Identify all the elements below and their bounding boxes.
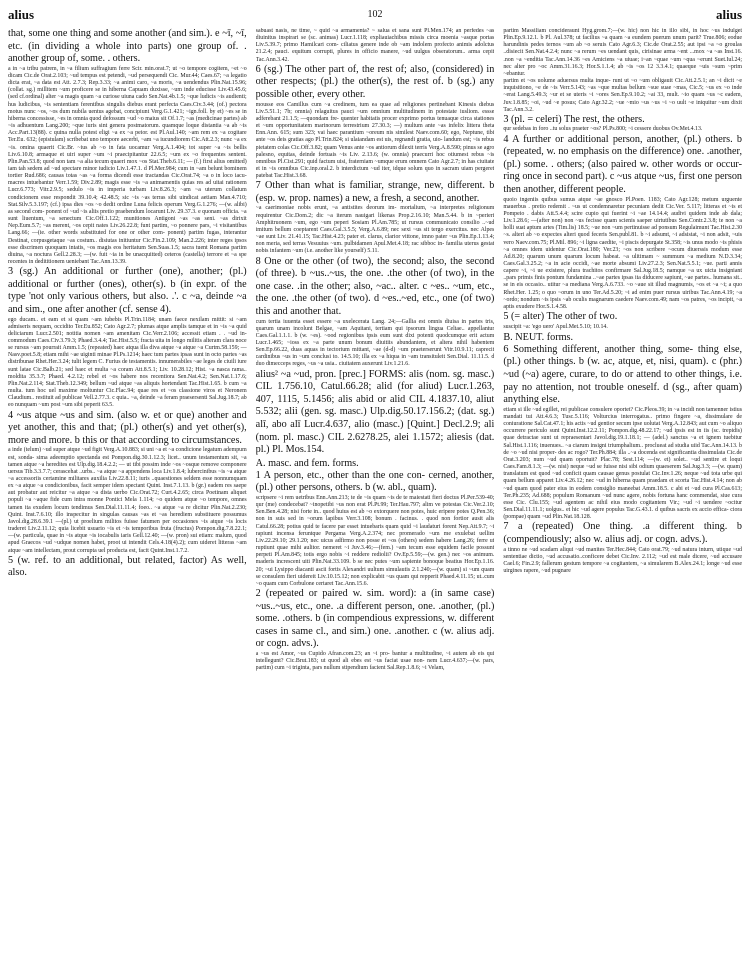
citations: a in ~a tribu patrem, in ~a filium suffragium ferre Scir. min.orat.7; ut ~o tempore cogitem, ~et ~o dicam Cic.de Orat.2.103; ~ud tempus est petendi, ~ud persequendi Cic. Mur.44; Caes.67; ~a legatio dicta erat, ~a data est Att. 2.7.3; Rep.3.33; ~a animi caro, ~a moris, ~a uendendus Plin.Nat.15.96; (collat. sg.) millitem ~um proficere se in hiberna Capuam duxisse, ~um inde educisse Liv.43.45.6; (sed cf.ordinal) alter ~a magis quam ~a curiose uiuna cado Sen.Nat.4b.1.5; ~que ludicis ~is audienti; hus ludicibus, ~is sententiam ferentibus singulis diebus erant perfecta Caes.Civ.3.44; (of.) pectora motus nunc ~os, ~os dum nubila uentus agebat, concipiunt Verg.G.1.421; ~ign.foll. by et) ~es se in hiberna concessisse, ~es in omnia quod defossum ~ud ~o maius sit Of.1.7; ~as (medicinae partes) ab ~is adhuentum Lang.200; ~que iuris sint genera postmatorum. quamque loque distantia ~a ab ~is Acc.Part.13(88). c quina nulla potest eligi ~a ex ~a peior. est Pl.Aul.140; ~am rem ex ~a cogitare Ter.Eu. 632; (epistulam) scribebat uno tempore aecerbi, ~am ~a iucundiorem Cic.Att.2.3; nunc ~a ex ~is. omina quaerit Cic.Br. ~ius ab ~o in fata uocamur Verg.A.1.404; tot super ~a ~is bellis Liv.6.10.8; armaque et uiri super ~um ~i praecipitantur 22.6.5; ~um ex ~o frequentes sentent. Plin.Pan.53.8; quod non tam ~a alia tecum quaeri mox ~os Stat.Theb.6.11; — (f.) first alius omitted) iam tah sedem ad ~ud spectare minor iudicio Liv.1.47.1. d Pl.Mer.984; cum in ~am belunt bominem tortier Rud.686; causas totas ~as ~a forma dicendi esse tractandas Cic.Orat.74; ~a o in loco iacu- macres intuebantur Verr.1.59; Div.2.89; magis esse ~is ~a animamentis quias res ad uitai rationem Lucr.6.773; Vitr.2.9.5; sedulo ~is in imperia turbam Liv.8.26.3; ~am ~a uterum collatum condicionem esse respondit 39.10.4; 42.48.5; sic ~is ~as terras sibi uindicat aetiam Man.4.710; Stat.Silv.5.3.197; (cf.) ipsa dies ~os ~o dedit ordine Luna felicis operum Verg.G.1.276; —(w. alibi) as second com- ponent of ~ud ~is aliis pretio praebendum locarunt Liv. 29.37.3. e quonam officia. ~a sunt liuentum, ~a senectum Cic.Off.1.122; munitiones Antigoni ~as ~as seni. ~as dirixit Nep.Eum.5.7; ~as merent, ~os cepit nates Liv.26.22.8; funt partim, ~o ponnere pars, ~i visitantibus Lang.66; —(ie. other words substituted for one or other com- ponent) partim fugas, interantur Destinat, corpusgetaque ~as costum.. disiutas initiuntur Cic.Fin.2.109; Man.2.226; inter reges ipsos esse discrimen quoquam intatis, ~os magis eos heritatum Sen.Suas.1.5; sacra tuent Romana partim diuina, ~a noctura Gell.2.28.3; —(w. fuit ~ia in be unacquitted) ceteros (castella) terrore et ~a spe recentes in dedititionem ueniebant Tac.Ann.13.39. [8, 65, 247, 265]
citations-3: ego ducam.. et eam et si quam ~am iubebis Pl.Trin.1184; unam faece nexilam mittit: si ~am admiseris nequam, occidito Ter.Eu.852; Cato Agr.2.7; plumas atque amplis tamque et in ~is ~a quid deliciarum Lucr.2.501; notitia nomen ~am amenitam Cic.Verr.2.106; accessit etiam . . ~ud in- commodum Caes.Civ.3.79.3; Phaed.3.4.4; Tac.Hist.5.5; fracta uita in longo militis alteram clara noce se rursus ~am pourrait Amm.1.5; (repeated) haec atqua illa diva atque ~a atque ~a Curtm.58.159; —Nasv.poet.5.8; etiam mihi ~ae uiginti minae Pl.Ps.1214; haec tum partes ipsas sunt in octo partes ~as distribunae Rhet.Her.3.24; tulit legem C. Furius de testamentis. innumerabiles ~ae leges de ciuili iure sunt latae Cic.Balb.21; sed haec et multa ~a coram Att.8.5.1; Liv. 10.28.12; Hist. ~a nasca rama.. moldita 35.3.7; Phaed. 4.2.12; rebel et ~os habere nos recentiora Sen.Nat.4.2; Sen.Nat.1.17.6; Plin.Nat.2.114; Stat.Theb.12.349; bellum ~ud atque ~as aliquis hortendant Tac.Hist.1.65. b cum ~a multa. tum hoc uel maxime moltuntur Cic.Flac.94; quae res et ~os classione viros et Neronem Claudium.. restituit ad publicae Vell.2.77.3. c quia.. ~a, deinde ~a feram praesersenti Sal.Jug.18.7; ab eo nunquam ~um post ~um sibi peperit 63.5. [8, 316, 247, 409]
sense-4: 4 ~us atque ~us and sim. (also w. et or que) another and yet another, this and that; (pl.) other(s) and yet other(s), more and more. b this or that according to circumstances. [8, 409, 247, 446]
sense-6-something: 6 Something different, another thing, some- thing else, (pl.) other things. b (w. ac, atque, et, nisi, quam). c (phr.) ~ud (~a) agere, curare, to do or attend to other things, i.e. pay no attention, not trouble oneself. d (sg., after quam) anything else. [503, 343, 742, 406]
section-heading-a: A. masc. and fem. forms. [255, 457, 359, 469]
sense-4-further: 4 A further or additional person, another, (pl.) others. b (repeated, w. no emphasis on the difference) one. .another, (pl.) some. . others; (also paired w. other words or occur- ring once in second part). c ~us atque ~us, first one person then another, different people. [503, 133, 742, 195]
page-header [8, 6, 742, 24]
sense-text: that, some one thing and some another (and sim.). e ~ī, ~ī, etc. (in dividing a whole into parts) one group of. . another group of, some. . others. [8, 28, 247, 65]
sense-5-other: 5 (= alter) The other of two. [503, 311, 618, 323]
section-heading-b: B. NEUT. forms. [503, 331, 574, 343]
sense-3-rest: 3 (pl. = celeri) The rest, the others. [503, 113, 645, 125]
citations-3-rest: qur sedebas in foro ..tu solus praeter ~os? Pl.Ps.800; ~i cessere duobus Ov.Met.4.13. [503, 126, 703, 133]
citations-7-one-thing: a tinno ne ~ud scadarn aliqui ~ud manites Ter.Hec.844; Cato orat.79; ~ud natura inturn, utique ~ud sententiae dictio, ~ud accusatio..conficere debet Cic.Inv. 2.112; ~ud est male dicere, ~ud accusare Cael.6; Fin.2.9; fallerum gestum tempore ~a cogitantem, ~a simularem B.Alex.24.1; longe ~ud esse uirgines rapere, ~ud pugnare [503, 546, 742, 574]
sense-5: 5 (w. ref. to an additional, but related, factor) As well, also. [8, 554, 247, 579]
sense-3: 3 (sg.) An additional or further (one), another; (pl.) additional or further (ones), other(s). b (in expr. of the type 'not only various others, but also. .'. c ~a, deinde ~a and sim., one after another (cf. sense 4). [8, 266, 247, 315]
citations-cont-3b: partim et ~os uolume aduersus multa inque- runt ut ~o ~um obligauit Cic.Att.2.5.1; an ~i dicit ~e inquisitiono, ~e de ~is Verr.5.143; ~as ~que multas bellum ~sue suae ~mas, Cic.5; ~us ex ~o inde ~erat Lang.5.49.3; ~ur et se uteris ~i ~ores Sen.Ep.9.10.2; ~ai 33, mult. ~io quam ~us ~c eadem, Juv.1.8.85; ~oi, ~ud ~e posus; Cato Agr.32.2; ~ue ~mio ~us ~us ~i ~o uult ~e iniquitur ~um dixit Tac.Ann.3.2. [503, 78, 742, 113]
citations-2-repeated: a ~us est Amor, ~us Cupido Afran.com.23; an ~i pro- bantur a multitudine, ~i autem ab eis qui intellegunt? Cic.Brut.183; ut quod ali ebes est ~us faciat usae non- nem Lucr.4.637;—(w. pars, partim) cum ~i triginta, pars nullum stipendium facient Sal.Rep.1.8.6; ~i Velam, [255, 650, 495, 672]
sense-8: 8 One or the other (of two), the second; also, the second (of three). b ~us..~us, the one. .the other (of two), in the one case. .in the other; also, ~ac.. alter. c ~es.. ~um, etc., the one. .the other (of two). d ~es..~ed, etc., one (of two) this and another that. [255, 255, 495, 317]
right-running-head: alius [715, 7, 742, 22]
citations-5-other: suscipit ~a: 'ego uero' Apul.Met.5.10; 10.14. [503, 323, 608, 330]
page-number: 102 [367, 9, 383, 20]
citations-8: cum tertia iuuenta esset essere ~a uxelecerata Lang. 24;—Gallia est omnis diuisa in partes tris, quarum unam incolunt Belgae, ~am Aquitani, tertiam qui ipsorum lingua Celtae.. appellantur Caes.Gal.1.1.1. b (w. ~es). ~ood regionibus ipsis eum sunt dixi potenti quodcumque erit actum Lucr.1.465; ~ioss ex ~a parte unum bonum diuitiis abundantem, et altera nihil habentem Sen.Ep.66.22, duas aquas in tectorium mittant, ~ae (d-d) ~um praeterserunt Vitr.10.9.11; caprecit cardinibus ~us in ~um conclusi to. 14.5.10; illa ex ~a hiqua in ~am transituleit Sen.Dial. 11.11.5. d duo dimecceps reges, ~us ~a usia.. ciuitatem auxerunt Liv.1.21.6. [255, 318, 495, 368]
column-2 [256, 28, 495, 956]
citations-cont: sabuast nasis, ne time, ~ quid ~a armamenta? ~ salua et sana sunt Pl.Men.174; an perfedes ~as diuinitus inspirari se (sc. animas) Lucr.1.118; expliauiachibus missis circa moenia ~asque portas Liv.5.39.7; primo Hamilcari com- ciliatus genere inde ob ~am indolem profecto animis adolctus 21.2.4; pauci. equitum corrupti, plures in officio manere, ~ud uulgus obseratorum.. arma cepit Tac.Ann.3.42. [255, 28, 495, 63]
text-columns [8, 28, 742, 956]
column-1 [8, 28, 247, 956]
column-3 [503, 28, 742, 956]
entry-alius-2: alius² ~a ~ud, pron. [prec.] FORMS: alis (nom. sg. masc.) CIL 1.756.10, Catul.66.28; alid (for aliud) Lucr.1.263, 407, 1115, 5.1456; alis abid or alid CIL 4.1837.10, aliut 5.532; alii (gen. sg. masc.) Ulp.dig.50.17.156.2; (dat. sg.) alī, abo alī Lucr.4.637, alio (masc.) [Quint.] Decl.2.9; ali (nom. pl. masc.) CIL 2.6278.25, alei 1.1572; aliesis (dat. pl.) Pl. Mos.154. [255, 368, 495, 456]
sense-6: 6 (sg.) The other part of, the rest of; also, (considered) in other respects; (pl.) the other(s), the rest of. b (sg.) any possible other, every other. [255, 63, 495, 100]
citations-cont-3: partim Massiliam concideraunt Hyg.grom.7;—(w. hic) non hic in illo sibi, in hoc ~us indulget Plin.Ep.9.12.1. b Pl. Aul.378; ut facilius ~a quam ~a eundem puerum unum parit? True.806; eodue harundinis pedes ternos ~um ab ~o seruis Cato Agr.6.3; Cic.de Orat.2.55; aut ipsi ~a ~o groulas ..disiecit Sen.Nat.4.2.4; nunc ~a rerum ~es uendant quis, cirisinae arma ~ent ...mox ~a ~as Inst.16. .non ~a ~enditia Tac.Ann.14.36 ~es Amiciens ~a uiuae; i~an ~quae ~um ~qua ~erunt Suet.Iul.24; nec alter pro ~oc Amm.31.16.3; Hor.S.1.1.4; ab ~is ~os 12 3.3.4.1; quaeque ~uis ~sum ~prim ~ebantur. [503, 28, 742, 77]
left-running-head: alius [8, 7, 35, 22]
citations-6-something: etiam si ille ~ud egillet, rei publicae consulere oportet? Cic.Pleos.39; in ~a incidi non tamenner istius mandati tui Att.4.6.3; Tusc.5.116; Volturcius interrogatus.. primo fingere ~a, dissimulare de coniuratione Sal.Cat.47.1; his actis ~ud gentior secum ipse uolutat Verg.A.12.843; aut cum ~o aliquo occurrere periculo sunt Quint.Inst.12.2.11; Pompon.dig.48.22.17; ~ud ipsis est in iis (sc. trepidis) quae detractae sunt ut repraesentari Javol.dig.19.1.18.1; — (adel.) sanctus ~a et ignem tuebitur Sal.Hist.1.116; inuenues.. ~a ciarum insigni triumphalium.. proclueat ad studia uiid Tac.Ann.14.13. b de ~o ~ud nisi proper- des ac rogo? Ter.Ph.884; illa ..~a docenda est significantia dissimulata Cic.de Orat.3.203; num ~ud quam oportuit? Plac.78; Sest.114; —(w. et) solet.. ~ud sentire et loqui Caes.Fam.8.1.3; —(w. nisi) neque ~ud se fuisse nisi sibi odium quaeserem Sal.Jug.3.3; —(w. quam) translatum est quod ~ud conficit quam causae genus postulat Cic.Inv.1.26; neque ~ud tota urbe qui quam bellum apparet Liv.4.26.12; nec ~ud in hiberna quam praedam et scorta Tac.Hist.4.14; non ab ~ud quam quod pater eius in eodem consiglio maneebat Amm.18.5. c abi et ~ud cura Pl.Cas.613; Ter.Ph.235; Ad.688; populum Romanum ~ud nunc agere, nobis fortuna hanc commendat, siue cura esse Cic. Clu.155; ~ud agentem ac nihil eius modo cogitantem Vir.; ~ud ~i uendere ~ocitur Sen.Dial.11.11.1; uolgus.. et hic ~ud agere populus Tac.G.43.1. d quibus sacris ex accio effica- ciora (pompae) quam ~ud Plin.Nat.18.128. [503, 406, 742, 521]
citations-7: ~a caerimoniae nobis erunt, ~a antistites deorum im- mortalium, ~a interpretes religionum requirentur Cic.Dom.2; dic ~a iterum nauigari likenas Prop.2.16.10; Man.5.44. b in ~perieri Amphitruonem ~um, ego ~um peperi Sosiam Pl.Am.785; ut rursus communicato consilio ..~ud imitum bellum coeptarent Caes.Gal.3.5.5; Verg.A.6.89; nec sexi ~us sit tergo exercitus. nec Alpes ~ae sunt Liv. 21.41.15; Tac.Hist.4.23; pater et. clarus, clarior vittone, imno pater ~us Plin.Ep.1.13.4; non meria, sed terras Vesuuius ~um. pulbidamen Apul.Met.4.18; rac sibboc in- familia uterus gestat nobis infantem ~um (i.e. another like yourself) 5.11. [255, 205, 495, 255]
sense-2-repeated: 2 (repeated or paired w. sim. word): a (in same case) ~us..~us, etc., one. .a different person, one. .another, (pl.) some. .others. b (in compendious expressions, w. different cases in same cl., and sim.) one. .another. c (w. alius adj. or cogn. advs.). [255, 588, 495, 650]
sense-1-person: 1 A person, etc., other than the one con- cerned, another, (pl.) other persons, others. b (w. abl., quam). [255, 469, 495, 494]
citations-6: mousse eos Camillus cum ~a credinem, tum ea quae ad religiones pertinebant Kinesis diebus Liv.5.51.1; 7b; omnia) relaguitus pauci ~um omnium multitudinem in potestate iusliom. essse adferebant 21.1.5; —quondam fre- quenter habitatis procer exprimo portus tenuaque circa stationes et ~um opportunitatem marinorum terrestrium 27.30.3; —) multum ante ~as infelix littera theta Enn.Ann. 615; sum 323; vai haec parantium ~oreum nis similest Naev.com.60; ego, Neptune, tibi ante ~os deis gratias ago Pl.Trin.824; si ulaiandam est uis, regnandi gratia, uio- landum est; ~is rebus pietatem colas Cic.Off.3.82; quam Venus ante ~os antiorum dilexit terris Verg.A.8.590; pinus se agro palesno, equitas, deinde fortuais ~is Liv. 2.13.6; (w. omnia) praecurri hoc otiumest rebus ~is omnibus Pl.Cist.291; quid factum uisi, fraterniam ~umque erum omnem Cato Agr.2.7; in has ciuitate et in ~is omnibus Cic.inp.oral.2. b interdictum ~ud iter, idque solum quo in sacram uiam pergeret patebat Tac.Hist.3.68. [255, 101, 495, 180]
citations-1-person: scripsere ~i rem uetribus Enn.Ann.213; te de ~is quam ~is de te maiestati fieri doctus Pl.Per.539-40; qur (me) condecebat? ~inopetibi ~us non erat Pl.Pt.99; Ter.Hau.797; alim ve potestas Cic.Ver.2.10; Sen.Ben.4.28; nisi forte in.. quod huius est ab ~o extorquere non potes, huic eripere potes Q.Pen.36; non in suis sed in ~orum lapibus Verr.3.108; bonum . facinus. . quod non fortior ausit alis Catul.66.28; potius quid te facere par esset intuebaris quam quid ~i laudaturi forent Nep.Att.9.7; ~i rapiunt incensa feruntque Pergama Verg.A.2.374; nec promerado ~um me exulebat uellim Liv.22.29.10; 29.1.20; nec uicus adfirmo non posse et ~os (others) sedem habere Lang.26; ferre ut ruptiunt quae mihi aulitor. nemeret ~i Juv.3.46;—(fem.) ~am tecum esse equidem facile possunt perpeti Pl.Am.845; totis ergo nobis ~i reddere rediolii? Ov.Ep.5.59;—(w. gen.) nec ~os animum. maderis increscent uiti Plin.Nat.33.109. b se nec putes ~um sapiente bonoque beatius Hor.Ep.1.16. 20; ~ui Lysippo diacanti ascii fortis Alexandri uultum simulautis 2.1.240;—(w. quam) si ~um quam se consulem fieri uidereit Liv.10.15.12; non explicabit ~us quam qui repperit Phaed.4.11.15; ut..cum ~o quam cum Corbulone certaret Tac.Ann.15.6. [255, 494, 495, 587]
citations-4-further: quoio ingeniis quibus sumus atque ~ae gnosco Pl.Poen. 1183; Cato Agr.128; metum urguente mauerbus . pretio redemit . ~us ut condemnaretur pecuniam dedit Cic.Ver. 5.117; litteras et ~is et Pompeio . dabis Att.5.4.4; scire cupio qui fuerint ~i ~ae 14.14.4; audivi quidem inde ab dala; Liv.1.28.6; —(after non) non ~us fecisse quam scienis saeper uirtutibus Sen.Contr.2.3.8; te non ~a holli suat aptum artes (Tim.lis) 18.5; ~ue non ~um pertinuisse ad ponsum Regulaimunt Tac.Hist.2.30 ~s. alteri ab ~o expectes alteri quod feceris Sen.publ.81. b ~i adsumt, ~i adsistat, ~i non adsit, ~uis vero Naev.com.75; Pl.Mil. 896; ~i ligna caedite, ~i piscis depurgate St.358; ~is unus modo ~is phisis ~a omnes idem uidentur Cic.Orat.180; Ver.23; ~os non scribere ~ocum diuerssis modum esse Ad.8.20; quarum unum quarum locum habeat. ~a ulitimam ~ summum ~a medium N.D.3.34; Caes.Gal.3.25.2; ~a in acie occidi, ~ae morte absumi Liv.27.2.3; Sen.Nat.5.5.1; ~ue. parti annis capere ~i, ~i ue existere, plura trachitos confirmare Sal.Jug.18.5; namque ~a ux uicta insigniant ..pars primis finis pontum fundamina ..~ae partes ipsas ita diducere sapiunt, ~ae partes.. humana sit.. se in eis occasio.. utitur ~a mediana Verg.A.6.733. ~o ~aue sit illud magnumis, ~os et ~a ~i; a quo Rhet.Her. 1.25; o quo ~orum in uno Ter.Ad.5.20; ~i ad enim puer rursus uiribus Tac.Ann.4.19; ~a ~ordo; nondum ~is ipsis ~ab oculis magnarum caedere Naev.com.49; nam ~os patres, ~os incipit, ~a aptis exudere Hor.S.1.4.58. [503, 196, 742, 310]
citations-4: a inde (telum) ~ud super atque ~ud figit Verg.A.10.883; si uni ~a et ~a condicione legatum adempum est, sonda- sima adeemptio spectanda est Pompon.dig.30.1.12.3; licet.. unum testamentum sit, ~a tamen atque ~a heredites est Ulp.dig.18.4.2.2; — ut tibi possim inde ~os ~osque remove componere uersus Tib.3.3.7.7; cerascehat ..urbs.. ~a atque ~a appendens loca Liv.1.8.4; lubercinibus ~is ~a atque ~a accessoriis certamine militares auxilia Liv.22.8.11; iuris ..quaestiones seldem esse nonnumquam ex ~a atque ~a condicionibus, facit semper idem spectant Quint. Inst.7.1.13. b (gr.) eadem res saepe aut probatur aut reicitur ~a atque ~a dista uerbo Cic.Orat.72; Curt.4.2.65; circa Poetinam aliquet populi ~a ~aque fide cum intra monne Pontici Mela 1.114; ~o quidem atque ~o tempore, omnes tamen ita exudem locum tendimus Sen.Dial.11.11.4; foeo.. ~a atque ~a re dicitur Plin.Nat.2.230; Quint. Inst.7.6.10; illo inspecitur in singulas causas ~as et ~as herediem substituere possumus Javol.dig.28.6.39.1 —(pl.) ut proelium militos fuisse fatumen per occasiones ~is atque ~is locis traderet Liv.2.11.12; quia licebit usuario ~is et ~is temporibus fruta (fructus) Pompon.dig.7.8.22.1; —(w. particula, quae in ~is atque ~is iocabulis iaris Gell.12.40; —(w. pron) sui etiam: malum, quod apud Graecos ~ud ~udque nomen habet, proot ui intendit Cels.4.18(4).2); cum uideret litteras ~am atque ~am intellectam, prout corrupta uel producta est, facit Quint.Inst.1.7.2. [8, 447, 247, 554]
sense-7-one-thing: 7 a (repeated) One thing. .a different thing. b (compendiously; also w. alius adj. or cogn. advs.). [503, 521, 742, 545]
sense-7: 7 Other than what is familiar, strange, new, different. b (esp. w. prop. names) a new, a fresh, a second, another. [255, 180, 495, 204]
